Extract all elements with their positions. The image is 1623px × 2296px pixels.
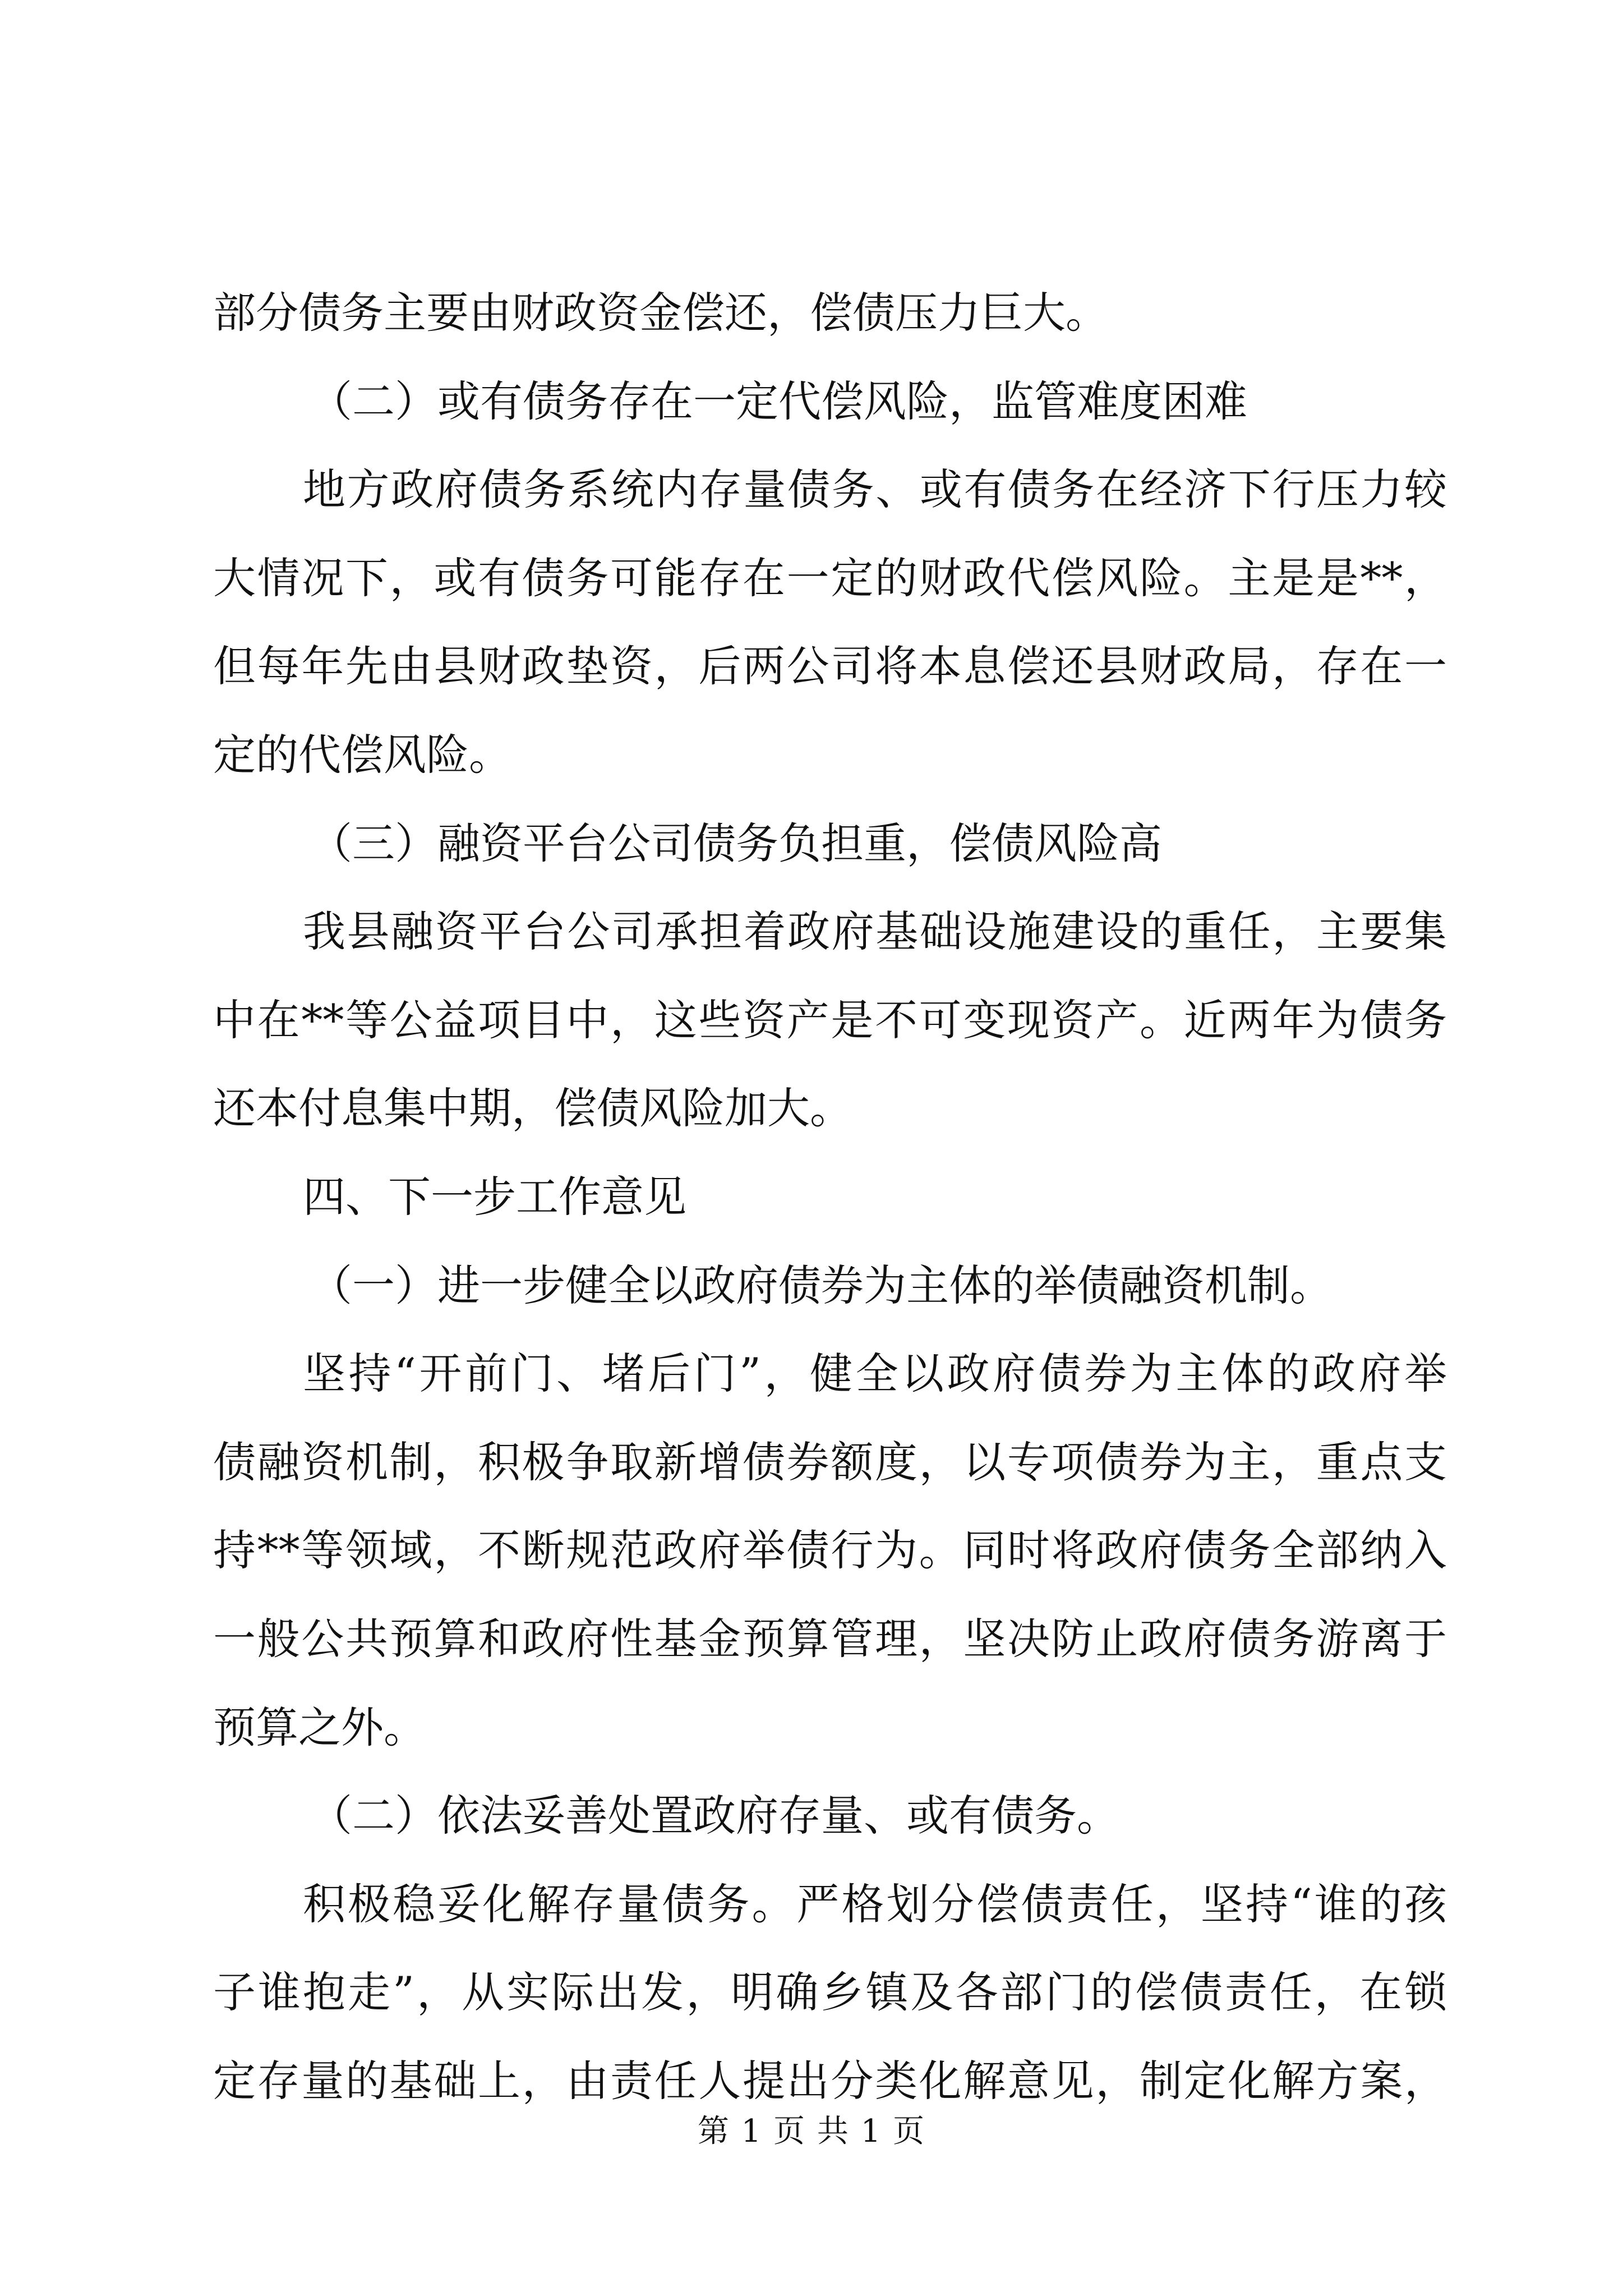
text-line-3: 地方政府债务系统内存量债务、或有债务在经济下行压力较 <box>303 464 1447 514</box>
text-line-8: 我县融资平台公司承担着政府基础设施建设的重任，主要集 <box>303 907 1447 956</box>
section-heading-4-2: （二）依法妥善处置政府存量、或有债务。 <box>310 1791 1119 1841</box>
text-line-17: 预算之外。 <box>213 1703 426 1752</box>
text-line-14: 债融资机制，积极争取新增债券额度，以专项债券为主，重点支 <box>213 1437 1447 1487</box>
text-line-16: 一般公共预算和政府性基金预算管理，坚决防止政府债务游离于 <box>213 1614 1447 1664</box>
text-line-9: 中在**等公益项目中，这些资产是不可变现资产。近两年为债务 <box>213 995 1447 1045</box>
text-line-20: 子谁抱走”，从实际出发，明确乡镇及各部门的偿债责任，在锁 <box>213 1967 1447 2017</box>
chapter-heading-4: 四、下一步工作意见 <box>303 1172 686 1222</box>
text-line-4: 大情况下，或有债务可能存在一定的财政代偿风险。主是是**， <box>213 553 1447 603</box>
text-line-1: 部分债务主要由财政资金偿还，偿债压力巨大。 <box>213 288 1108 338</box>
section-heading-3: （三）融资平台公司债务负担重，偿债风险高 <box>310 818 1162 868</box>
text-line-21: 定存量的基础上，由责任人提出分类化解意见，制定化解方案， <box>213 2056 1447 2106</box>
section-heading-2: （二）或有债务存在一定代偿风险，监管难度困难 <box>310 376 1247 426</box>
text-line-6: 定的代偿风险。 <box>213 730 511 780</box>
page-footer: 第 1 页 共 1 页 <box>697 2113 926 2150</box>
text-line-19: 积极稳妥化解存量债务。严格划分偿债责任，坚持“谁的孩 <box>303 1879 1447 1929</box>
text-line-5: 但每年先由县财政垫资，后两公司将本息偿还县财政局，存在一 <box>213 641 1447 691</box>
text-line-13: 坚持“开前门、堵后门”，健全以政府债券为主体的政府举 <box>303 1349 1447 1398</box>
text-line-10: 还本付息集中期，偿债风险加大。 <box>213 1083 852 1133</box>
text-line-15: 持**等领域，不断规范政府举债行为。同时将政府债务全部纳入 <box>213 1525 1447 1575</box>
section-heading-4-1: （一）进一步健全以政府债券为主体的举债融资机制。 <box>310 1260 1332 1310</box>
